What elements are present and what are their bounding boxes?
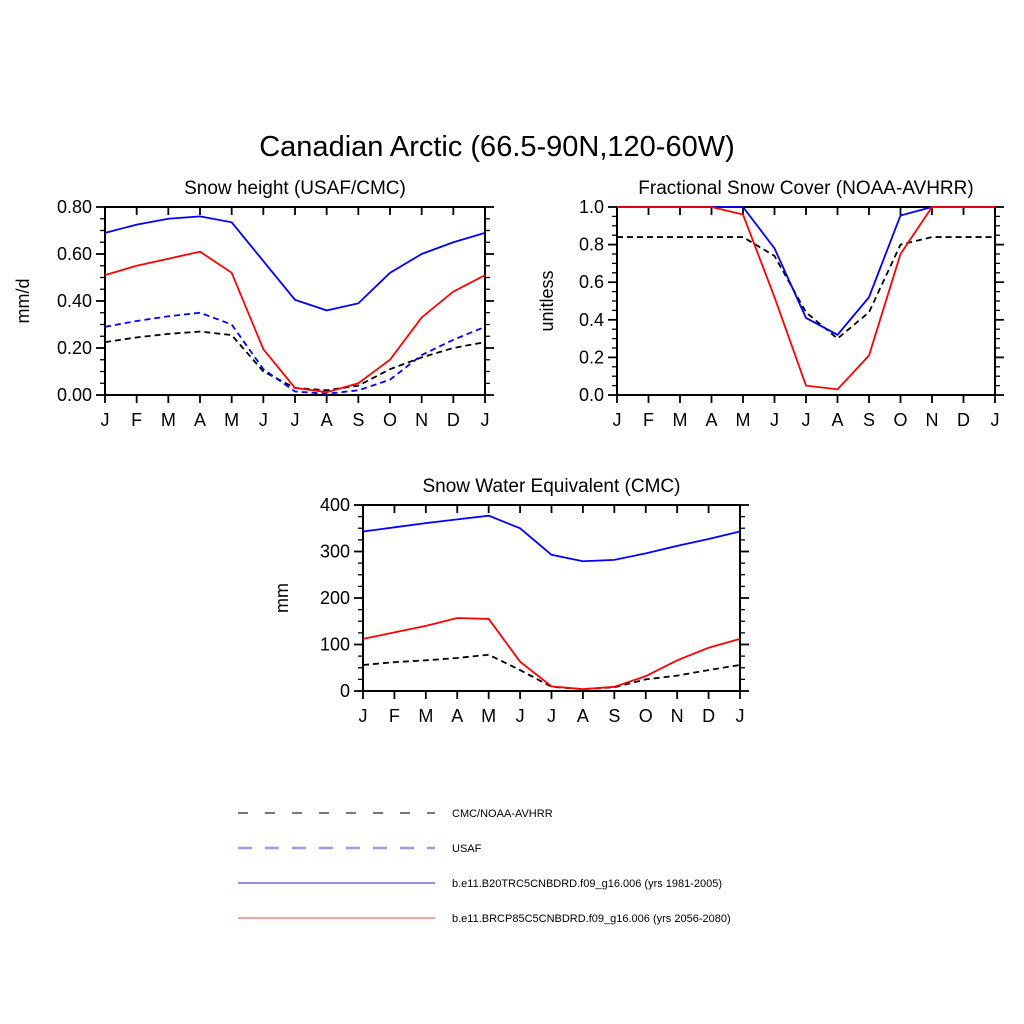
plot-frame xyxy=(617,207,995,395)
x-tick-label: D xyxy=(702,706,716,726)
y-tick-label: 0.2 xyxy=(578,347,604,368)
series-b-e11-brcp85c5cnbdrd-f09-g16-006-yrs-2056-2080 xyxy=(363,618,740,689)
x-tick-label: A xyxy=(451,706,464,726)
x-tick-label: N xyxy=(670,706,684,726)
x-tick-label: M xyxy=(735,410,751,430)
legend-item xyxy=(238,878,722,890)
x-tick-label: J xyxy=(990,410,1000,430)
series-usaf xyxy=(105,313,485,394)
legend-label: USAF xyxy=(452,843,482,855)
x-tick-label: A xyxy=(320,410,333,430)
chart-swe xyxy=(272,476,749,726)
legend-item xyxy=(238,913,731,925)
x-tick-label: J xyxy=(612,410,622,430)
x-tick-label: J xyxy=(100,410,110,430)
chart-title: Snow Water Equivalent (CMC) xyxy=(422,476,681,497)
x-tick-label: M xyxy=(672,410,688,430)
x-tick-label: J xyxy=(735,706,745,726)
x-tick-label: A xyxy=(576,706,589,726)
x-tick-label: J xyxy=(290,410,300,430)
series-b-e11-b20trc5cnbdrd-f09-g16-006-yrs-1981-2005 xyxy=(617,207,995,335)
chart-title: Snow height (USAF/CMC) xyxy=(184,178,406,199)
legend xyxy=(238,808,731,925)
y-tick-label: 0 xyxy=(339,681,350,701)
x-tick-label: O xyxy=(638,706,653,726)
series-cmc-noaa-avhrr xyxy=(617,237,995,339)
x-tick-label: D xyxy=(957,410,970,430)
x-tick-label: O xyxy=(382,410,398,430)
x-tick-label: D xyxy=(446,410,460,430)
x-tick-label: M xyxy=(160,410,176,430)
x-tick-label: S xyxy=(608,706,621,726)
y-tick-label: 0.6 xyxy=(578,272,604,293)
x-tick-label: J xyxy=(515,706,525,726)
y-tick-label: 1.0 xyxy=(578,197,604,217)
x-tick-label: M xyxy=(418,706,434,726)
y-tick-label: 0.40 xyxy=(56,291,92,311)
x-tick-label: A xyxy=(705,410,718,430)
x-tick-label: J xyxy=(547,706,556,726)
y-tick-label: 0.60 xyxy=(56,244,92,264)
legend-label: b.e11.BRCP85C5CNBDRD.f09_g16.006 (yrs 2056-2080) xyxy=(452,913,731,925)
x-tick-label: F xyxy=(388,706,400,726)
x-tick-label: O xyxy=(893,410,908,430)
x-tick-label: A xyxy=(831,410,844,430)
series-cmc-noaa-avhrr xyxy=(105,332,485,391)
chart-fractional xyxy=(537,178,1004,430)
series-cmc-noaa-avhrr xyxy=(363,655,740,689)
plot-frame xyxy=(363,505,740,691)
y-tick-label: 0.4 xyxy=(578,309,604,330)
y-tick-label: 0.20 xyxy=(56,338,92,358)
x-tick-label: J xyxy=(480,410,490,430)
x-tick-label: J xyxy=(358,706,368,726)
chart-snow_height xyxy=(13,178,494,430)
legend-label: b.e11.B20TRC5CNBDRD.f09_g16.006 (yrs 1981-2005) xyxy=(452,878,723,890)
x-tick-label: S xyxy=(352,410,365,430)
y-axis-label: mm xyxy=(272,583,292,613)
series-b-e11-b20trc5cnbdrd-f09-g16-006-yrs-1981-2005 xyxy=(363,516,740,562)
y-tick-label: 0.00 xyxy=(56,385,92,405)
x-tick-label: F xyxy=(643,410,654,430)
y-tick-label: 0.0 xyxy=(578,385,604,405)
x-tick-label: J xyxy=(258,410,268,430)
x-tick-label: F xyxy=(131,410,143,430)
y-tick-label: 400 xyxy=(319,495,350,515)
y-tick-label: 300 xyxy=(319,541,350,562)
y-axis-label: unitless xyxy=(537,270,557,332)
y-tick-label: 100 xyxy=(319,634,350,655)
series-b-e11-brcp85c5cnbdrd-f09-g16-006-yrs-2056-2080 xyxy=(617,207,995,389)
y-axis-label: mm/d xyxy=(13,278,33,324)
series-b-e11-brcp85c5cnbdrd-f09-g16-006-yrs-2056-2080 xyxy=(105,252,485,393)
legend-item xyxy=(238,808,553,820)
series-b-e11-b20trc5cnbdrd-f09-g16-006-yrs-1981-2005 xyxy=(105,216,485,310)
x-tick-label: J xyxy=(801,410,811,430)
chart-title: Fractional Snow Cover (NOAA-AVHRR) xyxy=(638,178,974,199)
x-tick-label: N xyxy=(925,410,939,430)
x-tick-label: N xyxy=(415,410,429,430)
x-tick-label: A xyxy=(193,410,207,430)
y-tick-label: 0.8 xyxy=(578,234,604,255)
y-tick-label: 200 xyxy=(319,588,350,608)
x-tick-label: M xyxy=(481,706,497,726)
figure-title: Canadian Arctic (66.5-90N,120-60W) xyxy=(259,131,735,163)
legend-label: CMC/NOAA-AVHRR xyxy=(452,808,553,820)
x-tick-label: M xyxy=(224,410,240,430)
y-tick-label: 0.80 xyxy=(56,197,92,217)
plot-frame xyxy=(105,207,485,395)
x-tick-label: S xyxy=(862,410,876,430)
legend-item xyxy=(238,843,482,855)
x-tick-label: J xyxy=(770,410,779,430)
